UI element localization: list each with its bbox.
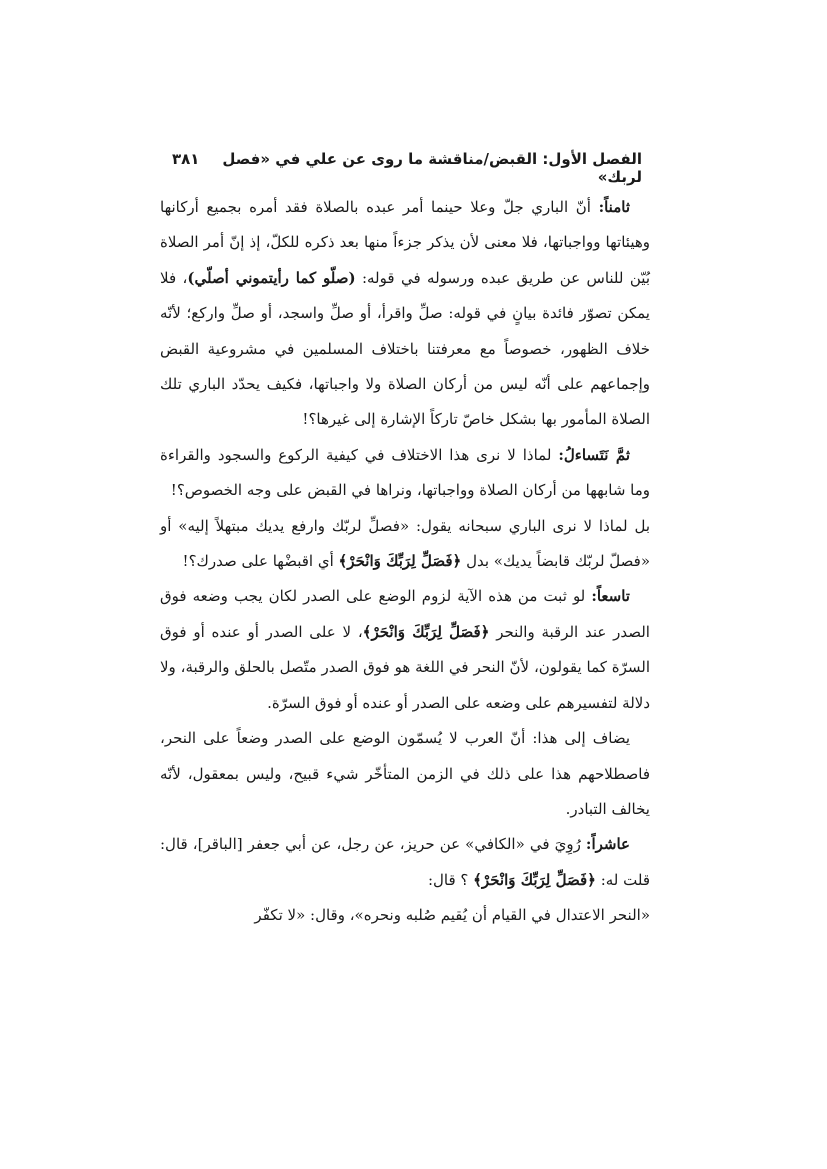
- running-header: [172, 150, 642, 186]
- emphasis-text: ثامناً:: [598, 198, 630, 216]
- paragraph-tenth: [160, 827, 650, 898]
- paragraph-addition: [160, 721, 650, 827]
- paragraph-why-not: [160, 509, 650, 580]
- body-run: أي اقبضْها على صدرك؟!: [182, 552, 339, 571]
- body-run: لماذا لا نرى هذا الاختلاف في كيفية الركوع والسجود والقراءة وما شابهها من أركان الصلاة وواجباتها، ونراها في القبض على وجه الخصوص؟!: [160, 445, 650, 500]
- emphasis-text: ﴿فَصَلِّ لِرَبِّكَ وَانْحَرْ﴾: [338, 552, 462, 571]
- body-text: [160, 190, 650, 934]
- paragraph-ninth: [160, 579, 650, 721]
- page-number: ٣٨١: [172, 150, 200, 168]
- emphasis-text: (صلّو كما رأيتموني أصلّي): [187, 268, 356, 287]
- body-run: يضاف إلى هذا: أنّ العرب لا يُسمّون الوضع على الصدر وضعاً على النحر، فاصطلاحهم هذا على ذلك في الزمن المتأخّر شيء قبيح، وليس بمعقول، لأنّه يخالف التبادر.: [160, 729, 650, 818]
- chapter-title: الفصل الأول: القبض/مناقشة ما روى عن علي في «فصل لربك»: [222, 150, 642, 186]
- body-run: «النحر الاعتدال في القيام أن يُقيم صُلبه ونحره»، وقال: «لا تكفّر: [254, 906, 650, 925]
- body-run: رُوِيَ في «الكافي» عن حريز، عن رجل، عن أبي جعفر [الباقر]، قال: قلت له:: [160, 835, 650, 889]
- body-run: ، لا على الصدر أو عنده أو فوق السرّة كما يقولون، لأنّ النحر في اللغة هو فوق الصدر متّصل بالحلق والرقبة، ولا دلالة لتفسيرهم على وضعه على الصدر أو عنده أو فوق السرّة.: [160, 622, 650, 712]
- paragraph-question: [160, 438, 650, 509]
- emphasis-text: ﴿فَصَلِّ لِرَبِّكَ وَانْحَرْ﴾: [473, 870, 596, 889]
- emphasis-text: تاسعاً:: [591, 587, 630, 606]
- paragraph-hadith: [160, 898, 650, 933]
- body-run: ؟ قال:: [427, 870, 474, 889]
- emphasis-text: عاشراً:: [585, 835, 630, 854]
- emphasis-text: ﴿فَصَلِّ لِرَبِّكَ وَانْحَرْ﴾: [362, 622, 490, 641]
- emphasis-text: ثمَّ نَتَساءلُ:: [558, 445, 631, 464]
- body-run: ، فلا يمكن تصوّر فائدة بيانٍ في قوله: صلِّ واقرأ، أو صلِّ واسجد، أو صلِّ واركع؛ لأنّه خلاف الظهور، خصوصاً مع معرفتنا باختلاف المسلمين في مشروعية القبض وإجماعهم على أنّه ليس من أركان الصلاة ولا واجباتها، فكيف يحدّد الباري تلك الصلاة المأمور بها بشكل خاصّ تاركاً الإشارة إلى غيرها؟!: [160, 268, 650, 429]
- body-run: لو ثبت من هذه الآية لزوم الوضع على الصدر لكان يجب وضعه فوق الصدر عند الرقبة والنحر: [160, 587, 650, 641]
- paragraph-eighth: [160, 190, 650, 438]
- body-run: بل لماذا لا نرى الباري سبحانه يقول: «فصلِّ لربّك وارفع يديك مبتهلاً إليه» أو «فصلّ لربّك قابضاً يديك» بدل: [160, 516, 650, 571]
- body-run: أنّ الباري جلّ وعلا حينما أمر عبده بالصلاة فقد أمره بجميع أركانها وهيئاتها وواجباتها، فلا معنى لأن يذكر جزءاً منها بعد ذكره للكلّ، إذ إنّ أمر الصلاة بُيّن للناس عن طريق عبده ورسوله في قوله:: [160, 198, 650, 287]
